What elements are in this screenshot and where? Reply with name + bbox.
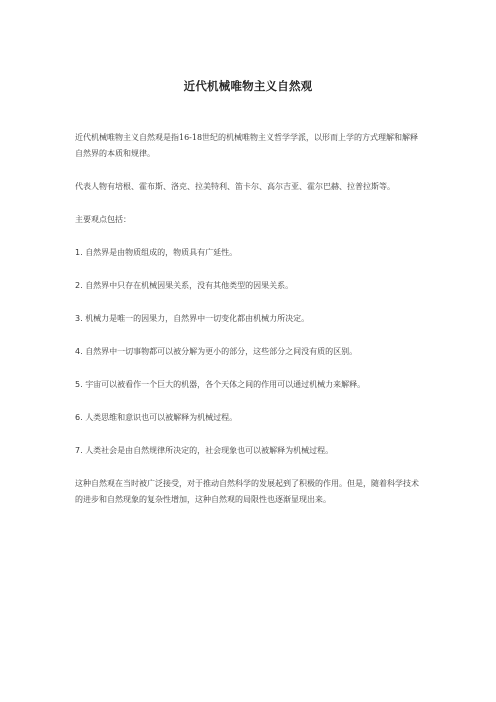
list-item xyxy=(75,245,423,261)
list-item xyxy=(75,410,423,426)
list-item-text: 人类思维和意识也可以被解释为机械过程。 xyxy=(85,413,238,422)
conclusion-paragraph: 这种自然观在当时被广泛接受，对于推动自然科学的发展起到了积极的作用。但是，随着科学技术的进步和自然现象的复杂性增加，这种自然观的局限性也逐渐显现出来。 xyxy=(75,479,419,504)
list-item-number: 4. xyxy=(75,347,83,356)
list-item-text: 自然界是由物质组成的，物质具有广延性。 xyxy=(85,248,238,257)
list-item xyxy=(75,443,423,459)
points-heading: 主要观点包括： xyxy=(75,215,131,224)
list-item-number: 2. xyxy=(75,281,83,290)
list-item-number: 3. xyxy=(75,314,83,323)
representatives-paragraph: 代表人物有培根、霍布斯、洛克、拉美特利、笛卡尔、高尔吉亚、霍尔巴赫、拉普拉斯等。 xyxy=(75,182,395,191)
list-item-number: 5. xyxy=(75,380,83,389)
document-title: 近代机械唯物主义自然观 xyxy=(183,79,313,93)
list-item-number: 6. xyxy=(75,413,83,422)
list-item xyxy=(75,311,423,327)
list-item-text: 自然界中一切事物都可以被分解为更小的部分，这些部分之间没有质的区别。 xyxy=(85,347,358,356)
list-item-text: 机械力是唯一的因果力，自然界中一切变化都由机械力所决定。 xyxy=(85,314,310,323)
list-item-text: 宇宙可以被看作一个巨大的机器，各个天体之间的作用可以通过机械力来解释。 xyxy=(85,380,366,389)
intro-paragraph: 近代机械唯物主义自然观是指16-18世纪的机械唯物主义哲学学派，以形而上学的方式理解和解释自然界的本质和规律。 xyxy=(75,133,419,158)
list-item xyxy=(75,344,423,360)
list-item-text: 自然界中只存在机械因果关系，没有其他类型的因果关系。 xyxy=(85,281,294,290)
document-body xyxy=(75,130,423,525)
list-item-number: 1. xyxy=(75,248,83,257)
list-item xyxy=(75,377,423,393)
list-item-text: 人类社会是由自然规律所决定的，社会现象也可以被解释为机械过程。 xyxy=(85,446,334,455)
list-item-number: 7. xyxy=(75,446,83,455)
list-item xyxy=(75,278,423,294)
